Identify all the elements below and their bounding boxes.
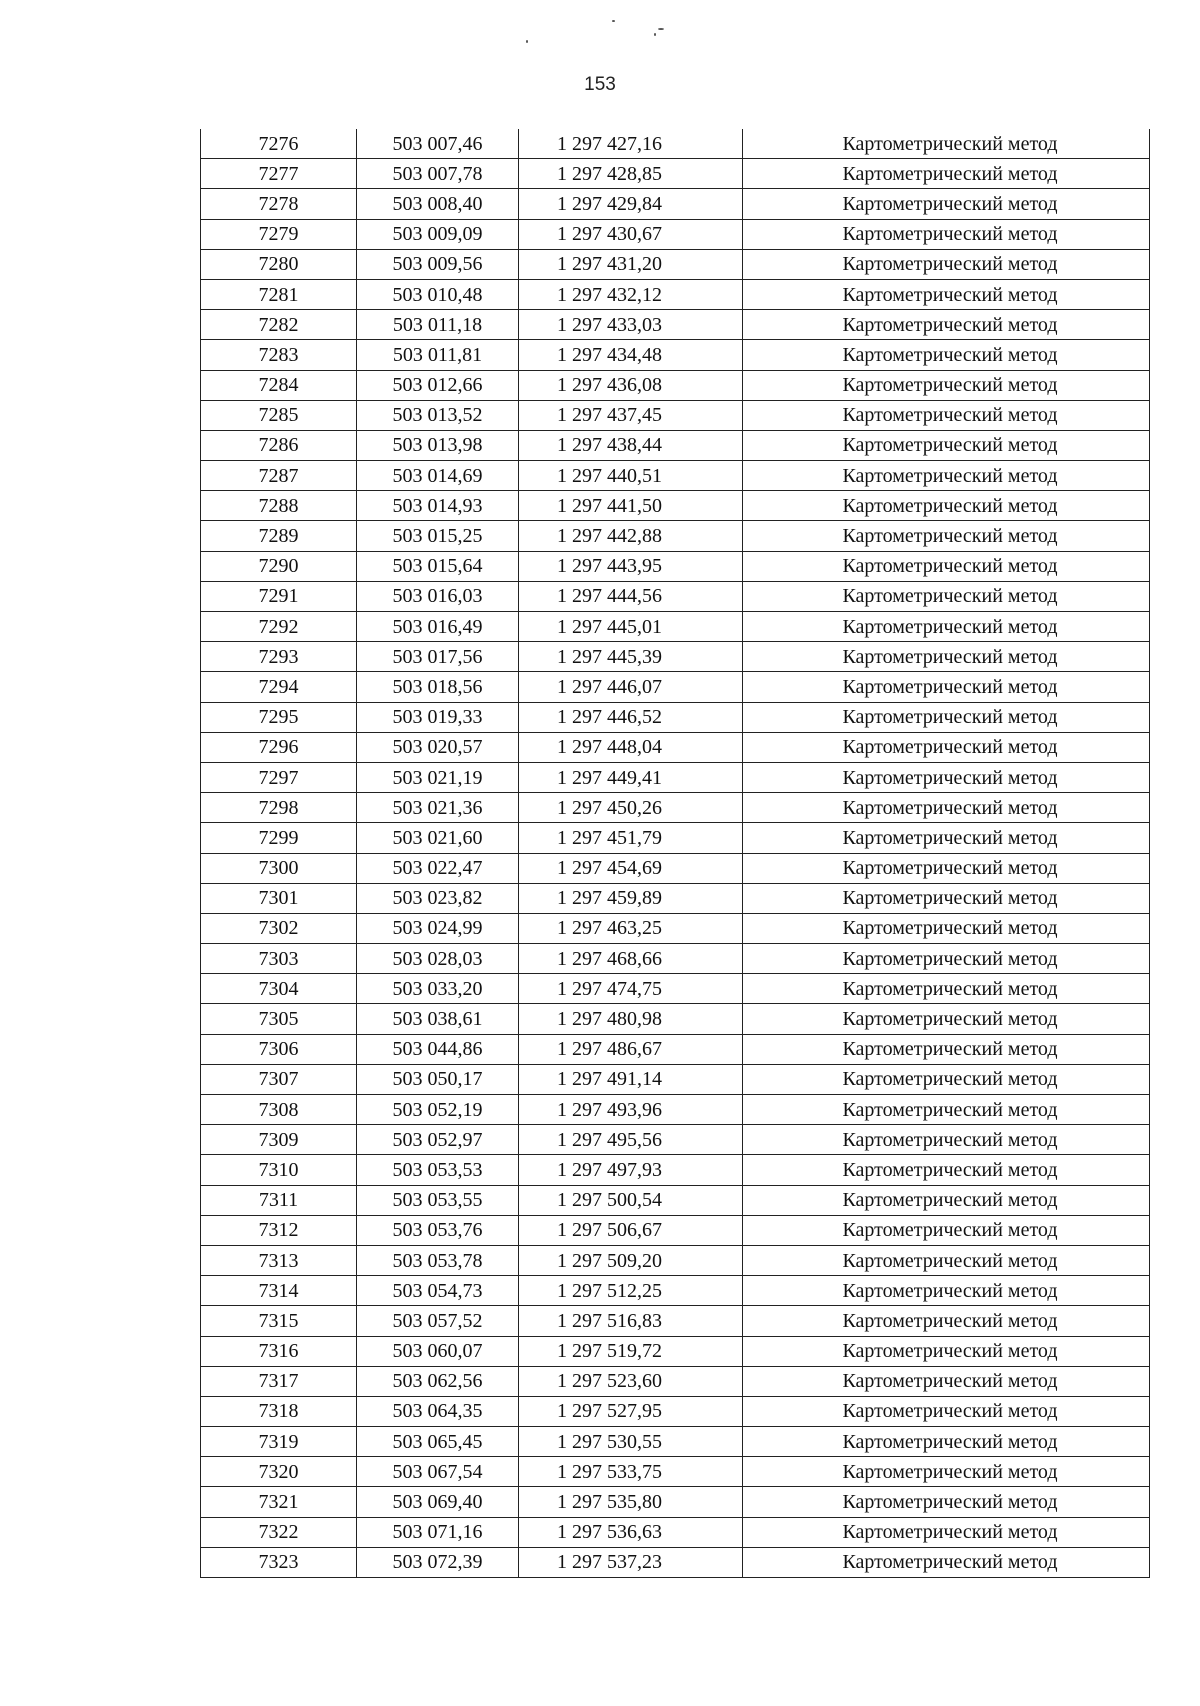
y-coordinate-cell: 1 297 429,84 [519,189,743,219]
x-coordinate-cell: 503 015,64 [357,551,519,581]
table-row [201,189,1150,219]
point-id-cell: 7323 [201,1547,357,1577]
y-coordinate-cell: 1 297 536,63 [519,1517,743,1547]
x-coordinate-cell: 503 071,16 [357,1517,519,1547]
method-cell: Картометрический метод [743,913,1150,943]
x-coordinate-cell: 503 011,81 [357,340,519,370]
point-id-cell: 7278 [201,189,357,219]
point-id-cell: 7316 [201,1336,357,1366]
method-cell: Картометрический метод [743,793,1150,823]
point-id-cell: 7292 [201,612,357,642]
y-coordinate-cell: 1 297 454,69 [519,853,743,883]
x-coordinate-cell: 503 021,19 [357,762,519,792]
y-coordinate-cell: 1 297 446,07 [519,672,743,702]
point-id-cell: 7280 [201,249,357,279]
method-cell: Картометрический метод [743,129,1150,159]
y-coordinate-cell: 1 297 451,79 [519,823,743,853]
table-row [201,1487,1150,1517]
x-coordinate-cell: 503 038,61 [357,1004,519,1034]
method-cell: Картометрический метод [743,430,1150,460]
x-coordinate-cell: 503 065,45 [357,1427,519,1457]
point-id-cell: 7308 [201,1095,357,1125]
x-coordinate-cell: 503 053,76 [357,1215,519,1245]
point-id-cell: 7289 [201,521,357,551]
x-coordinate-cell: 503 064,35 [357,1396,519,1426]
table-row [201,853,1150,883]
table-row [201,521,1150,551]
y-coordinate-cell: 1 297 523,60 [519,1366,743,1396]
table-row [201,702,1150,732]
x-coordinate-cell: 503 023,82 [357,883,519,913]
x-coordinate-cell: 503 054,73 [357,1276,519,1306]
x-coordinate-cell: 503 028,03 [357,944,519,974]
x-coordinate-cell: 503 022,47 [357,853,519,883]
x-coordinate-cell: 503 053,53 [357,1155,519,1185]
y-coordinate-cell: 1 297 506,67 [519,1215,743,1245]
point-id-cell: 7317 [201,1366,357,1396]
method-cell: Картометрический метод [743,974,1150,1004]
method-cell: Картометрический метод [743,1366,1150,1396]
x-coordinate-cell: 503 011,18 [357,310,519,340]
table-row [201,762,1150,792]
x-coordinate-cell: 503 052,97 [357,1125,519,1155]
x-coordinate-cell: 503 033,20 [357,974,519,1004]
table-row [201,612,1150,642]
method-cell: Картометрический метод [743,340,1150,370]
table-row [201,461,1150,491]
y-coordinate-cell: 1 297 480,98 [519,1004,743,1034]
y-coordinate-cell: 1 297 519,72 [519,1336,743,1366]
y-coordinate-cell: 1 297 438,44 [519,430,743,460]
method-cell: Картометрический метод [743,1034,1150,1064]
method-cell: Картометрический метод [743,944,1150,974]
point-id-cell: 7283 [201,340,357,370]
x-coordinate-cell: 503 016,03 [357,581,519,611]
y-coordinate-cell: 1 297 512,25 [519,1276,743,1306]
y-coordinate-cell: 1 297 495,56 [519,1125,743,1155]
table-row [201,249,1150,279]
table-row [201,219,1150,249]
x-coordinate-cell: 503 018,56 [357,672,519,702]
method-cell: Картометрический метод [743,400,1150,430]
method-cell: Картометрический метод [743,461,1150,491]
method-cell: Картометрический метод [743,762,1150,792]
point-id-cell: 7312 [201,1215,357,1245]
table-row [201,1306,1150,1336]
scan-speck [658,28,664,30]
y-coordinate-cell: 1 297 497,93 [519,1155,743,1185]
method-cell: Картометрический метод [743,370,1150,400]
point-id-cell: 7303 [201,944,357,974]
y-coordinate-cell: 1 297 445,39 [519,642,743,672]
table-row [201,672,1150,702]
y-coordinate-cell: 1 297 533,75 [519,1457,743,1487]
y-coordinate-cell: 1 297 449,41 [519,762,743,792]
y-coordinate-cell: 1 297 432,12 [519,279,743,309]
x-coordinate-cell: 503 012,66 [357,370,519,400]
point-id-cell: 7313 [201,1245,357,1275]
scan-speck [612,20,615,22]
x-coordinate-cell: 503 072,39 [357,1547,519,1577]
table-row [201,823,1150,853]
method-cell: Картометрический метод [743,1396,1150,1426]
x-coordinate-cell: 503 067,54 [357,1457,519,1487]
x-coordinate-cell: 503 014,69 [357,461,519,491]
point-id-cell: 7298 [201,793,357,823]
table-row [201,279,1150,309]
table-row [201,944,1150,974]
y-coordinate-cell: 1 297 443,95 [519,551,743,581]
x-coordinate-cell: 503 013,52 [357,400,519,430]
y-coordinate-cell: 1 297 441,50 [519,491,743,521]
method-cell: Картометрический метод [743,1517,1150,1547]
method-cell: Картометрический метод [743,521,1150,551]
y-coordinate-cell: 1 297 537,23 [519,1547,743,1577]
method-cell: Картометрический метод [743,1306,1150,1336]
method-cell: Картометрический метод [743,642,1150,672]
y-coordinate-cell: 1 297 500,54 [519,1185,743,1215]
y-coordinate-cell: 1 297 509,20 [519,1245,743,1275]
table-row [201,1336,1150,1366]
point-id-cell: 7310 [201,1155,357,1185]
table-row [201,1457,1150,1487]
method-cell: Картометрический метод [743,672,1150,702]
point-id-cell: 7297 [201,762,357,792]
method-cell: Картометрический метод [743,883,1150,913]
method-cell: Картометрический метод [743,1245,1150,1275]
point-id-cell: 7309 [201,1125,357,1155]
table-row [201,793,1150,823]
x-coordinate-cell: 503 007,46 [357,129,519,159]
point-id-cell: 7321 [201,1487,357,1517]
table-row [201,491,1150,521]
method-cell: Картометрический метод [743,310,1150,340]
y-coordinate-cell: 1 297 448,04 [519,732,743,762]
point-id-cell: 7319 [201,1427,357,1457]
x-coordinate-cell: 503 013,98 [357,430,519,460]
method-cell: Картометрический метод [743,1125,1150,1155]
x-coordinate-cell: 503 060,07 [357,1336,519,1366]
point-id-cell: 7279 [201,219,357,249]
y-coordinate-cell: 1 297 434,48 [519,340,743,370]
table-row [201,1517,1150,1547]
method-cell: Картометрический метод [743,1064,1150,1094]
point-id-cell: 7290 [201,551,357,581]
method-cell: Картометрический метод [743,1185,1150,1215]
table-row [201,1064,1150,1094]
table-row [201,340,1150,370]
x-coordinate-cell: 503 057,52 [357,1306,519,1336]
x-coordinate-cell: 503 017,56 [357,642,519,672]
point-id-cell: 7276 [201,129,357,159]
point-id-cell: 7284 [201,370,357,400]
point-id-cell: 7294 [201,672,357,702]
y-coordinate-cell: 1 297 450,26 [519,793,743,823]
x-coordinate-cell: 503 062,56 [357,1366,519,1396]
method-cell: Картометрический метод [743,1427,1150,1457]
table-row [201,400,1150,430]
method-cell: Картометрический метод [743,219,1150,249]
table-row [201,732,1150,762]
x-coordinate-cell: 503 009,56 [357,249,519,279]
table-row [201,159,1150,189]
y-coordinate-cell: 1 297 428,85 [519,159,743,189]
y-coordinate-cell: 1 297 431,20 [519,249,743,279]
point-id-cell: 7291 [201,581,357,611]
method-cell: Картометрический метод [743,1095,1150,1125]
point-id-cell: 7286 [201,430,357,460]
point-id-cell: 7300 [201,853,357,883]
point-id-cell: 7320 [201,1457,357,1487]
y-coordinate-cell: 1 297 463,25 [519,913,743,943]
y-coordinate-cell: 1 297 440,51 [519,461,743,491]
table-row [201,1276,1150,1306]
point-id-cell: 7306 [201,1034,357,1064]
method-cell: Картометрический метод [743,1457,1150,1487]
table-row [201,310,1150,340]
point-id-cell: 7304 [201,974,357,1004]
point-id-cell: 7302 [201,913,357,943]
point-id-cell: 7281 [201,279,357,309]
table-row [201,1185,1150,1215]
y-coordinate-cell: 1 297 442,88 [519,521,743,551]
page-number: 153 [584,74,616,95]
table-row [201,1366,1150,1396]
point-id-cell: 7318 [201,1396,357,1426]
point-id-cell: 7315 [201,1306,357,1336]
method-cell: Картометрический метод [743,159,1150,189]
table-row [201,1245,1150,1275]
point-id-cell: 7296 [201,732,357,762]
method-cell: Картометрический метод [743,1155,1150,1185]
y-coordinate-cell: 1 297 527,95 [519,1396,743,1426]
y-coordinate-cell: 1 297 530,55 [519,1427,743,1457]
x-coordinate-cell: 503 019,33 [357,702,519,732]
y-coordinate-cell: 1 297 474,75 [519,974,743,1004]
method-cell: Картометрический метод [743,581,1150,611]
method-cell: Картометрический метод [743,853,1150,883]
point-id-cell: 7314 [201,1276,357,1306]
method-cell: Картометрический метод [743,1547,1150,1577]
table-row [201,1215,1150,1245]
table-row [201,1125,1150,1155]
y-coordinate-cell: 1 297 535,80 [519,1487,743,1517]
y-coordinate-cell: 1 297 446,52 [519,702,743,732]
point-id-cell: 7311 [201,1185,357,1215]
method-cell: Картометрический метод [743,1004,1150,1034]
x-coordinate-cell: 503 050,17 [357,1064,519,1094]
y-coordinate-cell: 1 297 516,83 [519,1306,743,1336]
coordinates-table [200,129,1150,1578]
x-coordinate-cell: 503 016,49 [357,612,519,642]
point-id-cell: 7285 [201,400,357,430]
x-coordinate-cell: 503 015,25 [357,521,519,551]
x-coordinate-cell: 503 021,60 [357,823,519,853]
table-row [201,974,1150,1004]
method-cell: Картометрический метод [743,1276,1150,1306]
method-cell: Картометрический метод [743,732,1150,762]
x-coordinate-cell: 503 053,78 [357,1245,519,1275]
method-cell: Картометрический метод [743,702,1150,732]
method-cell: Картометрический метод [743,189,1150,219]
method-cell: Картометрический метод [743,1215,1150,1245]
y-coordinate-cell: 1 297 445,01 [519,612,743,642]
x-coordinate-cell: 503 008,40 [357,189,519,219]
y-coordinate-cell: 1 297 430,67 [519,219,743,249]
y-coordinate-cell: 1 297 493,96 [519,1095,743,1125]
y-coordinate-cell: 1 297 436,08 [519,370,743,400]
x-coordinate-cell: 503 052,19 [357,1095,519,1125]
method-cell: Картометрический метод [743,551,1150,581]
y-coordinate-cell: 1 297 491,14 [519,1064,743,1094]
x-coordinate-cell: 503 021,36 [357,793,519,823]
method-cell: Картометрический метод [743,491,1150,521]
point-id-cell: 7307 [201,1064,357,1094]
table-row [201,581,1150,611]
point-id-cell: 7287 [201,461,357,491]
y-coordinate-cell: 1 297 433,03 [519,310,743,340]
y-coordinate-cell: 1 297 459,89 [519,883,743,913]
coordinates-table-body [201,129,1150,1578]
method-cell: Картометрический метод [743,1336,1150,1366]
method-cell: Картометрический метод [743,279,1150,309]
method-cell: Картометрический метод [743,249,1150,279]
table-row [201,1155,1150,1185]
table-row [201,1396,1150,1426]
method-cell: Картометрический метод [743,612,1150,642]
x-coordinate-cell: 503 009,09 [357,219,519,249]
y-coordinate-cell: 1 297 437,45 [519,400,743,430]
scan-speck [654,33,656,36]
x-coordinate-cell: 503 007,78 [357,159,519,189]
x-coordinate-cell: 503 014,93 [357,491,519,521]
y-coordinate-cell: 1 297 444,56 [519,581,743,611]
x-coordinate-cell: 503 069,40 [357,1487,519,1517]
point-id-cell: 7305 [201,1004,357,1034]
x-coordinate-cell: 503 020,57 [357,732,519,762]
point-id-cell: 7282 [201,310,357,340]
scan-speck [526,40,528,43]
table-row [201,913,1150,943]
table-row [201,370,1150,400]
x-coordinate-cell: 503 010,48 [357,279,519,309]
table-row [201,430,1150,460]
table-row [201,551,1150,581]
point-id-cell: 7295 [201,702,357,732]
y-coordinate-cell: 1 297 486,67 [519,1034,743,1064]
point-id-cell: 7322 [201,1517,357,1547]
table-row [201,129,1150,159]
table-row [201,642,1150,672]
table-row [201,1427,1150,1457]
point-id-cell: 7288 [201,491,357,521]
point-id-cell: 7299 [201,823,357,853]
x-coordinate-cell: 503 053,55 [357,1185,519,1215]
y-coordinate-cell: 1 297 468,66 [519,944,743,974]
table-row [201,1547,1150,1577]
point-id-cell: 7301 [201,883,357,913]
point-id-cell: 7293 [201,642,357,672]
table-row [201,883,1150,913]
table-row [201,1004,1150,1034]
method-cell: Картометрический метод [743,1487,1150,1517]
method-cell: Картометрический метод [743,823,1150,853]
x-coordinate-cell: 503 044,86 [357,1034,519,1064]
x-coordinate-cell: 503 024,99 [357,913,519,943]
y-coordinate-cell: 1 297 427,16 [519,129,743,159]
table-row [201,1095,1150,1125]
point-id-cell: 7277 [201,159,357,189]
table-row [201,1034,1150,1064]
